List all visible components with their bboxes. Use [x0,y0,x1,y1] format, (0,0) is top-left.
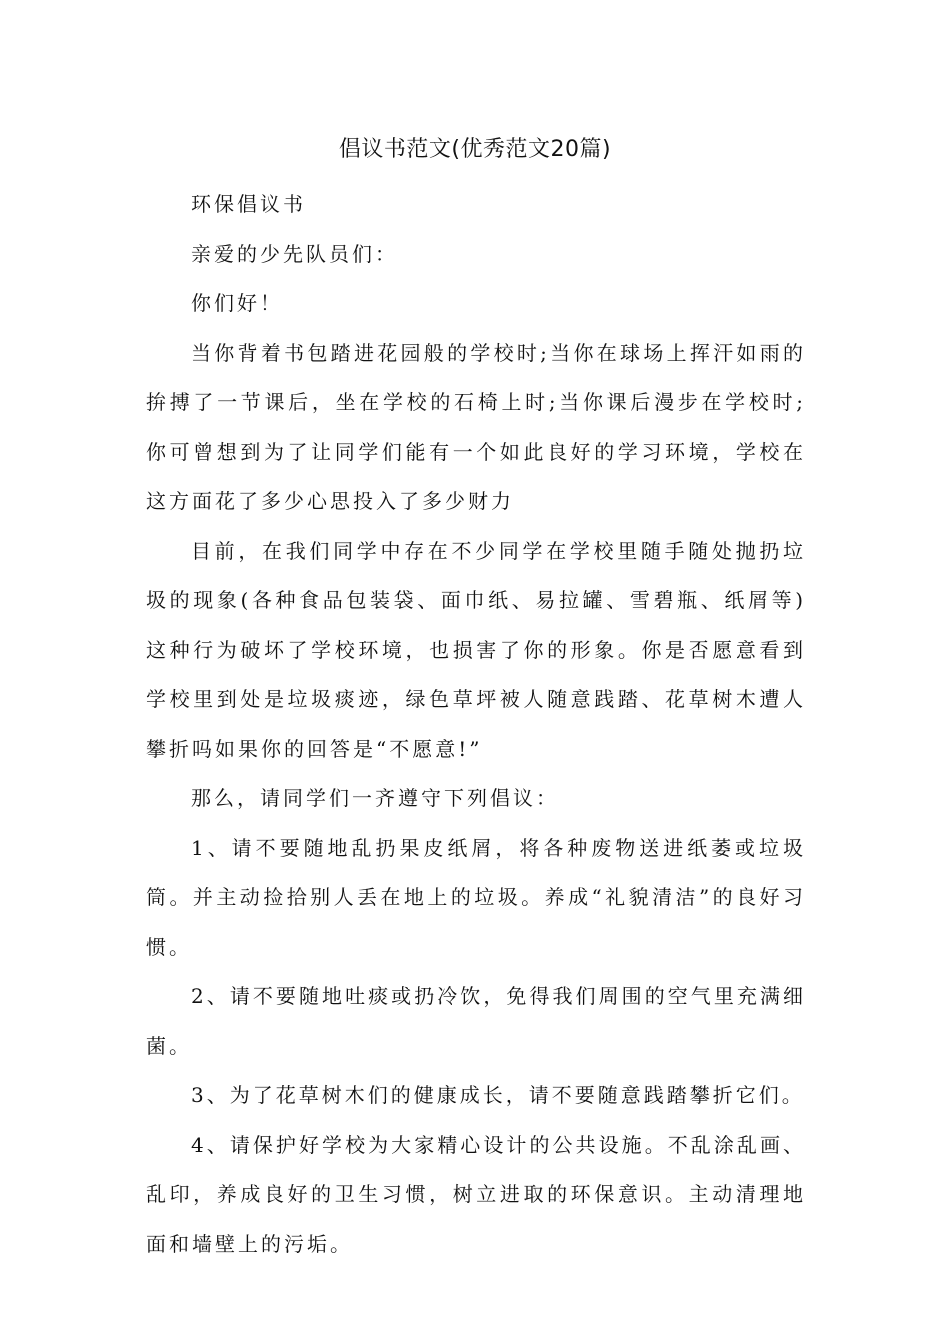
list-item: 1、请不要随地乱扔果皮纸屑，将各种废物送进纸萎或垃圾筒。并主动捡拾别人丢在地上的垃圾。养成“礼貌清洁”的良好习惯。 [146,835,806,959]
list-item: 4、请保护好学校为大家精心设计的公共设施。不乱涂乱画、乱印，养成良好的卫生习惯，树立进取的环保意识。主动清理地面和墙壁上的污垢。 [146,1132,806,1256]
document-title: 倡议书范文(优秀范文20篇) [338,137,612,162]
paragraph: 那么，请同学们一齐遵守下列倡议： [191,786,559,810]
paragraph: 当你背着书包踏进花园般的学校时;当你在球场上挥汗如雨的拚搏了一节课后，坐在学校的石椅上时;当你课后漫步在学校时;你可曾想到为了让同学们能有一个如此良好的学习环境，学校在这方面花了多少心思投入了多少财力 [146,340,806,513]
paragraph-greeting: 你们好！ [191,291,283,315]
list-item: 2、请不要随地吐痰或扔冷饮，免得我们周围的空气里充满细菌。 [146,984,806,1058]
paragraph-heading: 环保倡议书 [191,192,306,216]
document-body [146,180,806,1269]
paragraph-salutation: 亲爱的少先队员们： [191,241,398,266]
paragraph: 目前，在我们同学中存在不少同学在学校里随手随处抛扔垃圾的现象(各种食品包装袋、面巾纸、易拉罐、雪碧瓶、纸屑等)这种行为破坏了学校环境，也损害了你的形象。你是否愿意看到学校里到处是垃圾痰迹，绿色草坪被人随意践踏、花草树木遭人攀折吗如果你的回答是“不愿意!” [146,538,806,761]
list-item: 3、为了花草树木们的健康成长，请不要随意践踏攀折它们。 [191,1083,805,1107]
